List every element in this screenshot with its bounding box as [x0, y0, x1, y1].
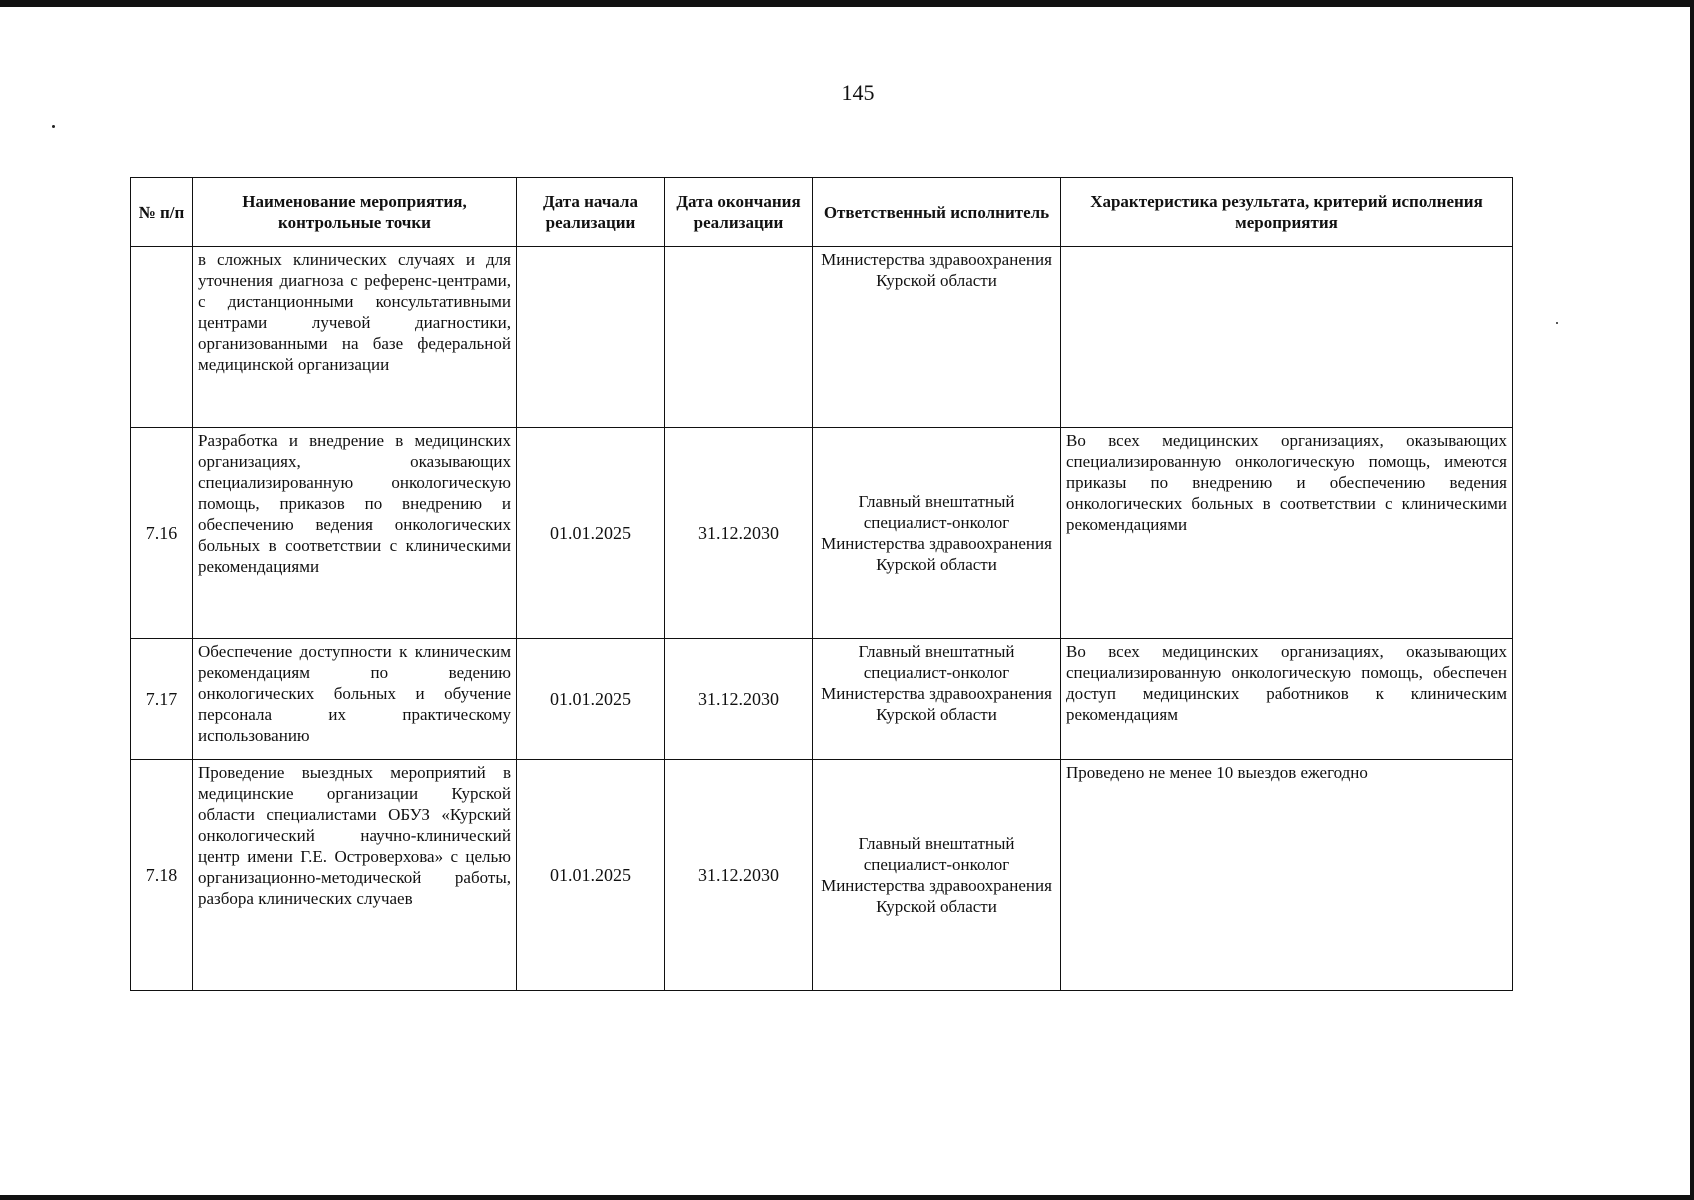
- table-row: [131, 428, 1513, 639]
- table-row: [131, 760, 1513, 991]
- table-header-row: [131, 178, 1513, 247]
- table-row: [131, 247, 1513, 428]
- scan-speck: [1556, 322, 1558, 324]
- row-end-date: 31.12.2030: [665, 760, 813, 991]
- row-name: Разработка и внедрение в медицинских организациях, оказывающих специализированную онкологическую помощь, приказов по внедрению и обеспечению ведения онкологических больных в соответствии с клиническими рекомендациями: [193, 428, 517, 639]
- page-number: 145: [841, 80, 875, 105]
- scan-edge-top: [0, 0, 1694, 7]
- row-start-date: [517, 247, 665, 428]
- row-responsible: Министерства здравоохранения Курской области: [813, 247, 1061, 428]
- header-end-date: Дата окончания реализации: [665, 178, 813, 247]
- row-name: Обеспечение доступности к клиническим рекомендациям по ведению онкологических больных и обучение персонала их практическому использованию: [193, 639, 517, 760]
- row-characteristic: Во всех медицинских организациях, оказывающих специализированную онкологическую помощь, имеются приказы по внедрению и обеспечению ведения онкологических больных в соответствии с клиническими рекомендациями: [1061, 428, 1513, 639]
- header-responsible: Ответственный исполнитель: [813, 178, 1061, 247]
- row-end-date: 31.12.2030: [665, 639, 813, 760]
- scan-edge-bottom: [0, 1195, 1694, 1200]
- activity-plan-table: [130, 177, 1513, 991]
- row-start-date: 01.01.2025: [517, 428, 665, 639]
- row-start-date: 01.01.2025: [517, 639, 665, 760]
- header-num: № п/п: [131, 178, 193, 247]
- header-name: Наименование мероприятия, контрольные точки: [193, 178, 517, 247]
- row-start-date: 01.01.2025: [517, 760, 665, 991]
- row-characteristic: [1061, 247, 1513, 428]
- row-name: в сложных клинических случаях и для уточнения диагноза с референс-центрами, с дистанционными консультативными центрами лучевой диагностики, организованными на базе федеральной медицинской организации: [193, 247, 517, 428]
- row-num: 7.17: [131, 639, 193, 760]
- row-num: 7.16: [131, 428, 193, 639]
- row-num: [131, 247, 193, 428]
- row-responsible: Главный внештатный специалист-онколог Министерства здравоохранения Курской области: [813, 428, 1061, 639]
- header-characteristic: Характеристика результата, критерий исполнения мероприятия: [1061, 178, 1513, 247]
- row-num: 7.18: [131, 760, 193, 991]
- row-characteristic: Проведено не менее 10 выездов ежегодно: [1061, 760, 1513, 991]
- row-end-date: [665, 247, 813, 428]
- scan-speck: [52, 125, 55, 128]
- table-row: [131, 639, 1513, 760]
- row-responsible: Главный внештатный специалист-онколог Министерства здравоохранения Курской области: [813, 639, 1061, 760]
- header-start-date: Дата начала реализации: [517, 178, 665, 247]
- row-name: Проведение выездных мероприятий в медицинские организации Курской области специалистами ОБУЗ «Курский онкологический научно-клинический центр имени Г.Е. Островерхова» с целью организационно-методической работы, разбора клинических случаев: [193, 760, 517, 991]
- row-end-date: 31.12.2030: [665, 428, 813, 639]
- row-characteristic: Во всех медицинских организациях, оказывающих специализированную онкологическую помощь, обеспечен доступ медицинских работников к клиническим рекомендациям: [1061, 639, 1513, 760]
- scan-edge-right: [1690, 0, 1694, 1200]
- row-responsible: Главный внештатный специалист-онколог Министерства здравоохранения Курской области: [813, 760, 1061, 991]
